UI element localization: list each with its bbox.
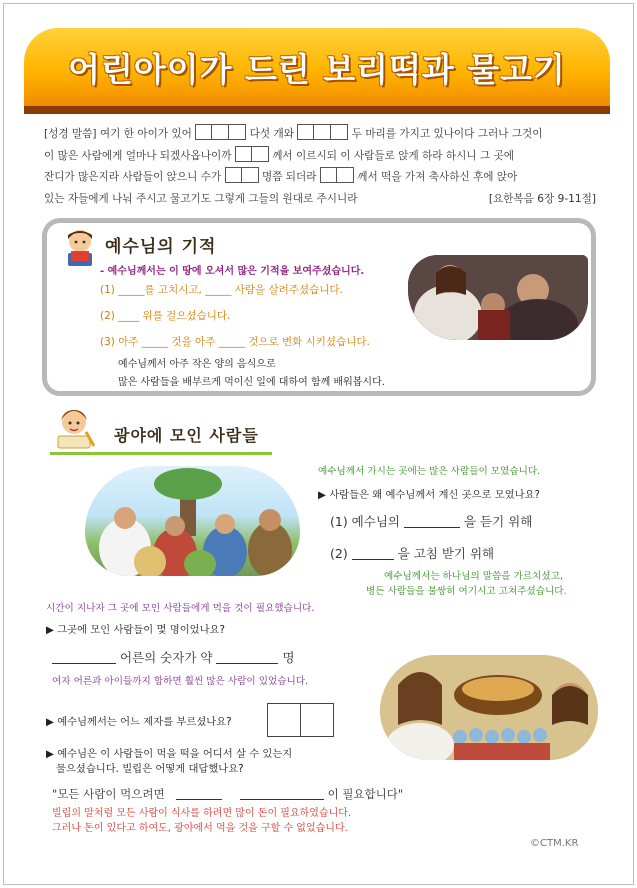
answer-1-suffix: 을 듣기 위해 (463, 514, 533, 529)
answer-box[interactable] (267, 703, 301, 737)
question-4-line-1: ▶ 예수님은 이 사람들이 먹을 떡을 어디서 살 수 있는지 (46, 748, 293, 760)
miracle-item-2[interactable]: (2) ____ 위를 걸으셨습니다. (100, 310, 231, 322)
info-text-purple: 시간이 지나자 그 곳에 모인 사람들에게 먹을 것이 필요했습니다. (46, 603, 315, 614)
quote-suffix: 이 필요합니다" (327, 787, 404, 801)
answer-blank[interactable] (216, 652, 278, 664)
info-text-green: 병든 사람들을 불쌍히 여기시고 고쳐주셨습니다. (366, 586, 567, 597)
answer-blank[interactable] (404, 516, 460, 528)
miracle-item-3[interactable]: (3) 아주 _____ 것을 아주 _____ 것으로 변화 시키셨습니다. (100, 336, 370, 348)
answer-box[interactable] (314, 124, 331, 140)
answer-box-group (225, 171, 259, 183)
info-text-red: 빌립의 말처럼 모든 사람이 식사를 하려면 많이 돈이 필요하였습니다. (52, 808, 352, 819)
answer-3 (52, 648, 295, 666)
answer-3-text: 어른의 숫자가 약 (119, 650, 213, 665)
answer-box[interactable] (212, 124, 229, 140)
miracles-note-2: 많은 사람들을 배부르게 먹이신 일에 대하여 함께 배워봅시다. (118, 377, 385, 388)
scripture-text: 명쯤 되더라 (261, 171, 317, 183)
answer-3-unit: 명 (282, 650, 295, 665)
answer-box[interactable] (320, 167, 337, 183)
answer-box[interactable] (252, 146, 269, 162)
scripture-passage (44, 124, 596, 210)
page-title: 어린아이가 드린 보리떡과 물고기 (68, 50, 566, 89)
answer-box[interactable] (300, 703, 334, 737)
answer-box[interactable] (235, 146, 252, 162)
answer-box-group (235, 150, 269, 162)
answer-box-group (195, 128, 246, 140)
answer-box[interactable] (331, 124, 348, 140)
miracles-title: 예수님의 기적 (105, 237, 217, 257)
quote-prefix: "모든 사람이 먹으려면 (52, 787, 165, 801)
section-divider (50, 452, 272, 455)
answer-blank[interactable] (52, 652, 116, 664)
scripture-text: 께서 떡을 가져 축사하신 후에 앉아 (357, 171, 518, 183)
answer-1-prefix: (1) 예수님의 (330, 514, 400, 529)
answer-2-prefix: (2) (330, 546, 348, 561)
answer-box[interactable] (337, 167, 354, 183)
jesus-healing-illustration (408, 255, 588, 340)
answer-blank[interactable] (240, 788, 324, 800)
copyright: ©CTM.KR (530, 838, 579, 849)
answer-blank[interactable] (176, 788, 222, 800)
question-2: ▶ 그곳에 모인 사람들이 몇 명이었나요? (46, 624, 225, 636)
answer-1 (330, 512, 532, 530)
scripture-text: 다섯 개와 (249, 128, 294, 140)
scripture-text: [성경 말씀] 여기 한 아이가 있어 (44, 128, 192, 140)
info-text-red: 그러나 돈이 있다고 하여도, 광야에서 먹을 것을 구할 수 없었습니다. (52, 823, 348, 834)
question-1: ▶ 사람들은 왜 예수님께서 계신 곳으로 모였나요? (318, 489, 541, 501)
wilderness-title: 광야에 모인 사람들 (114, 426, 259, 445)
answer-box[interactable] (297, 124, 314, 140)
answer-2-suffix: 을 고침 받기 위해 (397, 546, 495, 561)
miracles-note-1: 예수님께서 아주 작은 양의 음식으로 (118, 359, 276, 370)
info-text-green: 예수님께서는 하나님의 말씀을 가르치셨고, (384, 571, 564, 582)
answer-box-group (297, 128, 348, 140)
question-4-line-2: 물으셨습니다. 빌립은 어떻게 대답했나요? (56, 763, 244, 775)
answer-box[interactable] (229, 124, 246, 140)
scripture-text: 잔디가 많은지라 사람들이 앉으니 수가 (44, 171, 222, 183)
info-text-purple: 여자 어른과 아이들까지 합하면 훨씬 많은 사람이 있었습니다. (52, 676, 309, 687)
reading-child-icon (62, 227, 98, 267)
title-underline (24, 106, 610, 114)
answer-2 (330, 544, 494, 562)
scripture-text: 께서 이르시되 이 사람들로 앉게 하라 하시니 그 곳에 (272, 149, 515, 162)
scripture-text: 이 많은 사람에게 얼마나 되겠사옵나이까 (44, 149, 232, 162)
writing-child-icon (50, 406, 98, 450)
answer-box[interactable] (195, 124, 212, 140)
scripture-reference: [요한복음 6장 9-11절] (488, 192, 596, 205)
answer-blank[interactable] (352, 548, 394, 560)
scripture-text: 있는 자들에게 나눠 주시고 물고기도 그렇게 그들의 원대로 주시니라 (44, 192, 358, 205)
bread-basket-illustration (380, 655, 598, 760)
miracles-intro: - 예수님께서는 이 땅에 오셔서 많은 기적을 보여주셨습니다. (100, 266, 365, 277)
scripture-text: 두 마리를 가지고 있나이다 그러나 그것이 (351, 128, 543, 140)
question-3: ▶ 예수님께서는 어느 제자를 부르셨나요? (46, 716, 232, 728)
crowd-illustration (85, 466, 300, 576)
answer-box[interactable] (225, 167, 242, 183)
miracle-item-1[interactable]: (1) _____를 고치시고, _____ 사람을 살려주셨습니다. (100, 284, 343, 296)
info-text-green: 예수님께서 가시는 곳에는 많은 사람들이 모였습니다. (318, 466, 541, 477)
answer-box[interactable] (242, 167, 259, 183)
answer-4 (52, 786, 403, 802)
answer-box-group (320, 171, 354, 183)
